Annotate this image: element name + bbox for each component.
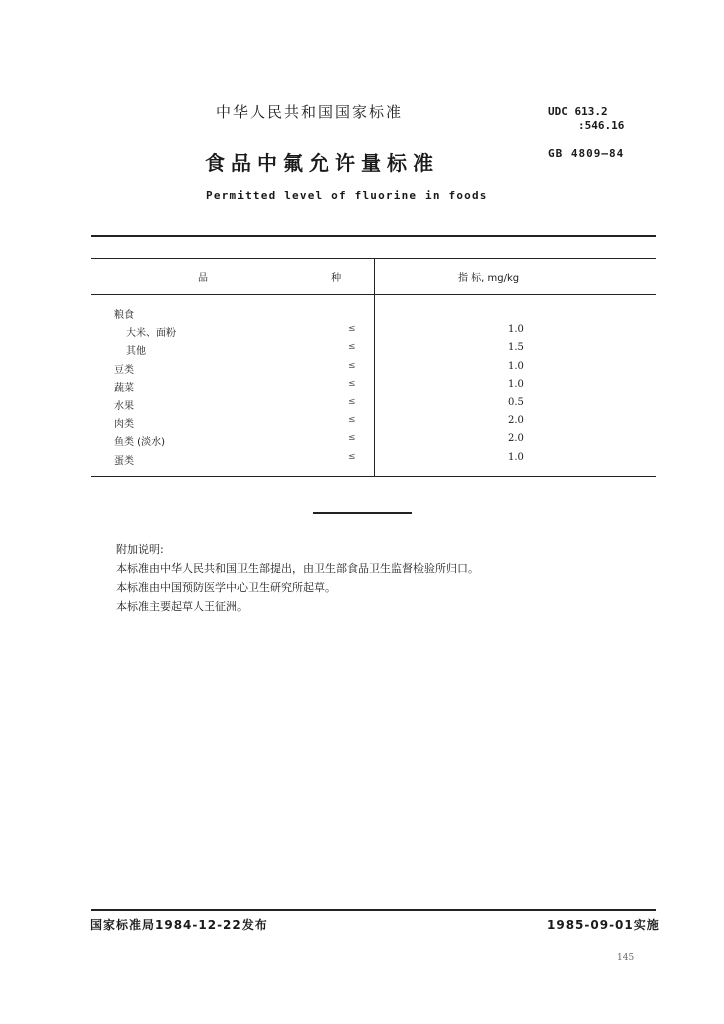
- row-item-name: 蔬菜: [114, 383, 134, 394]
- row-item-name: 粮食: [114, 310, 134, 321]
- row-comparator: ≤: [348, 342, 356, 352]
- footer-rule: [91, 909, 656, 911]
- standard-org: 中华人民共和国国家标准: [216, 103, 404, 121]
- row-item-name: 大米、面粉: [126, 328, 176, 339]
- header-rule: [91, 235, 656, 237]
- table-bottom-rule: [91, 476, 656, 477]
- row-item-name: 豆类: [114, 365, 134, 376]
- row-item-name: 肉类: [114, 419, 134, 430]
- row-comparator: ≤: [348, 397, 356, 407]
- table-header-item: 品 种: [198, 273, 402, 284]
- additional-notes: [116, 540, 479, 616]
- page-number: 145: [617, 953, 635, 963]
- row-comparator: ≤: [348, 361, 356, 371]
- row-value: 1.0: [508, 452, 524, 463]
- udc-code: [548, 105, 624, 133]
- gb-number: GB 4809—84: [548, 147, 625, 160]
- row-item-name: 鱼类 (淡水): [114, 437, 165, 448]
- udc-line-1: UDC 613.2: [548, 105, 608, 118]
- effective-date: 1985-09-01实施: [547, 918, 660, 932]
- row-value: 1.0: [508, 361, 524, 372]
- udc-line-2: :546.16: [578, 119, 625, 132]
- notes-line: 本标准由中华人民共和国卫生部提出，由卫生部食品卫生监督检验所归口。: [116, 562, 479, 575]
- row-comparator: ≤: [348, 452, 356, 462]
- row-value: 2.0: [508, 415, 524, 426]
- row-comparator: ≤: [348, 324, 356, 334]
- notes-line: 本标准主要起草人王征洲。: [116, 600, 248, 613]
- row-item-name: 水果: [114, 401, 134, 412]
- document-title-en: Permitted level of fluorine in foods: [206, 189, 488, 202]
- row-value: 1.0: [508, 379, 524, 390]
- row-value: 1.0: [508, 324, 524, 335]
- row-item-name: 蛋类: [114, 456, 134, 467]
- row-comparator: ≤: [348, 379, 356, 389]
- document-title-zh: 食品中氟允许量标准: [205, 151, 439, 175]
- notes-heading: 附加说明:: [116, 543, 164, 556]
- row-value: 1.5: [508, 342, 524, 353]
- row-value: 2.0: [508, 433, 524, 444]
- table-header-value: 指 标, mg/kg: [458, 273, 520, 284]
- row-value: 0.5: [508, 397, 524, 408]
- notes-line: 本标准由中国预防医学中心卫生研究所起草。: [116, 581, 336, 594]
- issue-date: 国家标准局1984-12-22发布: [90, 918, 268, 932]
- table-column-divider: [374, 259, 375, 476]
- separator-rule: [313, 512, 412, 514]
- row-item-name: 其他: [126, 346, 146, 357]
- row-comparator: ≤: [348, 415, 356, 425]
- row-comparator: ≤: [348, 433, 356, 443]
